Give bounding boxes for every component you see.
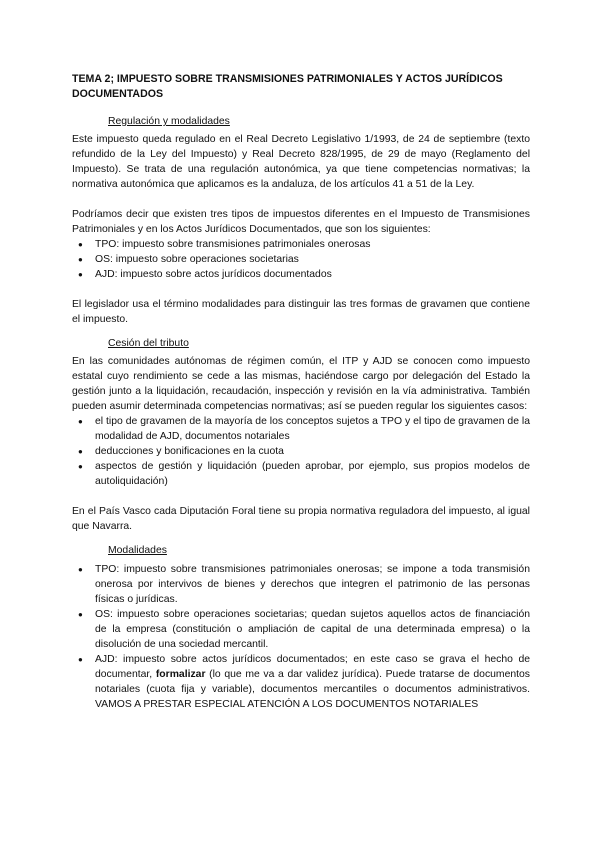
bullet-list — [72, 414, 530, 489]
list-item: ● deducciones y bonificaciones en la cuota — [72, 444, 530, 459]
list-item: ● OS: impuesto sobre operaciones societarias; quedan sujetos aquellos actos de financiación de la empresa (constitución o ampliación de capital de una determinada empresa) o la disolución de una sociedad mercantil. — [72, 607, 530, 652]
list-item: ● aspectos de gestión y liquidación (pueden aprobar, por ejemplo, sus propios modelos de autoliquidación) — [72, 459, 530, 489]
paragraph: Podríamos decir que existen tres tipos de impuestos diferentes en el Impuesto de Transmisiones Patrimoniales y en los Actos Jurídicos Documentados, que son los siguientes: — [72, 209, 530, 235]
list-item: ● AJD: impuesto sobre actos jurídicos documentados — [72, 267, 530, 282]
list-item: ● OS: impuesto sobre operaciones societarias — [72, 252, 530, 267]
section-heading-cesion: Cesión del tributo — [108, 338, 189, 349]
section-heading-regulacion: Regulación y modalidades — [108, 116, 230, 127]
paragraph: Este impuesto queda regulado en el Real Decreto Legislativo 1/1993, de 24 de septiembre (texto refundido de la Ley del Impuesto) y Real Decreto 828/1995, de 29 de mayo (Reglamento del Impuesto). Se trata de una regulación autonómica, ya que tiene competencias normativas; la normativa autonómica que aplicamos es la andaluza, de los artículos 41 a 51 de la Ley. — [72, 134, 530, 190]
paragraph: En las comunidades autónomas de régimen común, el ITP y AJD se conocen como impuesto estatal cuyo rendimiento se cede a las mismas, haciéndose cargo por delegación del Estado la gestión junto a la liquidación, recaudación, inspección y revisión en la vía administrativa. También pueden asumir determinada competencias normativas; así se pueden regular los siguientes casos: — [72, 356, 530, 412]
list-item: ● TPO: impuesto sobre transmisiones patrimoniales onerosas; se impone a toda transmisión onerosa por intervivos de bienes y derechos que integren el patrimonio de las personas físicas o jurídicas. — [72, 562, 530, 607]
bullet-list — [72, 562, 530, 712]
list-item — [72, 652, 530, 712]
bullet-list — [72, 237, 530, 282]
list-item: ● el tipo de gravamen de la mayoría de los conceptos sujetos a TPO y el tipo de gravamen de la modalidad de AJD, documentos notariales — [72, 414, 530, 444]
ajd-bold-term: formalizar — [155, 669, 206, 680]
ajd-text-continued: (lo que me va a dar validez jurídica). Puede tratarse de documentos notariales (cuota fija y variable), documentos mercantiles o documentos administrativos. VAMOS A PRESTAR ESPECIAL ATENCIÓN A LOS DOCUMENTOS NOTARIALES — [95, 669, 530, 710]
document-title: TEMA 2; IMPUESTO SOBRE TRANSMISIONES PATRIMONIALES Y ACTOS JURÍDICOS DOCUMENTADOS — [72, 73, 503, 100]
section-heading-modalidades: Modalidades — [108, 545, 167, 556]
paragraph: En el País Vasco cada Diputación Foral tiene su propia normativa reguladora del impuesto, al igual que Navarra. — [72, 506, 530, 532]
paragraph: El legislador usa el término modalidades para distinguir las tres formas de gravamen que contiene el impuesto. — [72, 299, 530, 325]
document-page — [72, 72, 530, 712]
ajd-text: AJD: impuesto sobre actos jurídicos documentados; en este caso se grava el hecho de documentar, — [95, 654, 530, 680]
list-item: ● TPO: impuesto sobre transmisiones patrimoniales onerosas — [72, 237, 530, 252]
